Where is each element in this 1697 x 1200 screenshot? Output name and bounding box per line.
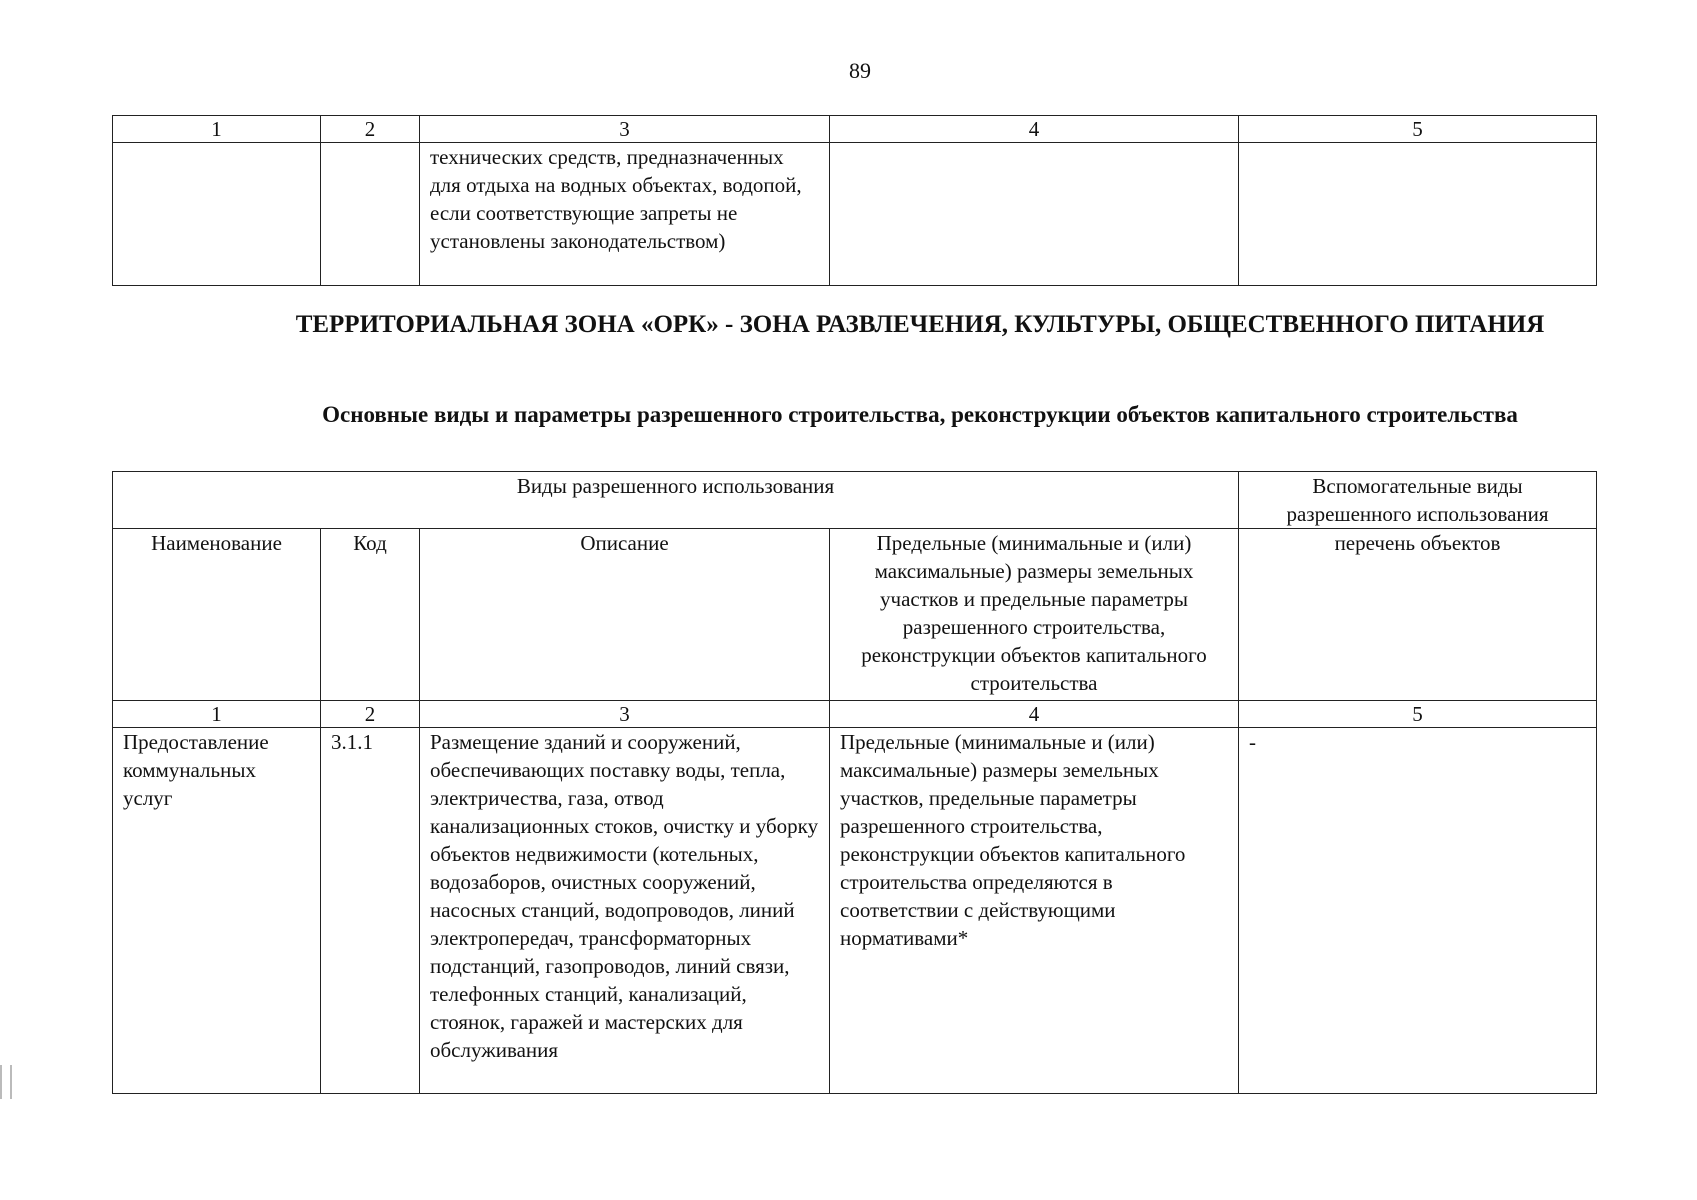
- cell-limits: Предельные (минимальные и (или) максимальные) размеры земельных участков, предельные параметры разрешенного строительства, реконструкции объектов капитального строительства определяются в соответствии с действующими нормативами*: [830, 728, 1239, 1094]
- column-number: 4: [830, 701, 1239, 728]
- column-number-row: [113, 701, 1597, 728]
- cell-name: [113, 143, 321, 286]
- cell-name: Предоставление коммунальных услуг: [113, 728, 321, 1094]
- cell-auxiliary: [1239, 143, 1597, 286]
- table-row: [113, 728, 1597, 1094]
- column-number: 3: [420, 701, 830, 728]
- section-title: Основные виды и параметры разрешенного строительства, реконструкции объектов капитального строительства: [322, 402, 1518, 427]
- cell-description: Размещение зданий и сооружений, обеспечивающих поставку воды, тепла, электричества, газа, отвод канализационных стоков, очистку и уборку объектов недвижимости (котельных, водозаборов, очистных сооружений, насосных станций, водопроводов, линий электропередач, трансформаторных подстанций, газопроводов, линий связи, телефонных станций, канализаций, стоянок, гаражей и мастерских для обслуживания: [420, 728, 830, 1094]
- cell-code: [321, 143, 420, 286]
- column-number: 4: [830, 116, 1239, 143]
- group-header-row: [113, 472, 1597, 529]
- cell-description: технических средств, предназначенных для отдыха на водных объектах, водопой, если соответствующие запреты не установлены законодательством): [420, 143, 830, 286]
- column-number: 2: [321, 116, 420, 143]
- column-number: 1: [113, 116, 321, 143]
- column-number: 1: [113, 701, 321, 728]
- scan-edge-mark: [0, 1065, 12, 1099]
- column-number: 5: [1239, 116, 1597, 143]
- permitted-use-table: [112, 471, 1597, 1094]
- zone-title: ТЕРРИТОРИАЛЬНАЯ ЗОНА «ОРК» - ЗОНА РАЗВЛЕЧЕНИЯ, КУЛЬТУРЫ, ОБЩЕСТВЕННОГО ПИТАНИЯ: [295, 311, 1545, 338]
- column-number: 2: [321, 701, 420, 728]
- header-aux: перечень объектов: [1239, 529, 1597, 701]
- column-header-row: [113, 529, 1597, 701]
- column-number: 5: [1239, 701, 1597, 728]
- page-number: 89: [849, 58, 871, 83]
- cell-aux: -: [1239, 728, 1597, 1094]
- column-number-row: [113, 116, 1597, 143]
- group-header-main: Виды разрешенного использования: [113, 472, 1239, 529]
- cell-code: 3.1.1: [321, 728, 420, 1094]
- header-code: Код: [321, 529, 420, 701]
- table-row: [113, 143, 1597, 286]
- header-description: Описание: [420, 529, 830, 701]
- column-number: 3: [420, 116, 830, 143]
- header-name: Наименование: [113, 529, 321, 701]
- cell-limits: [830, 143, 1239, 286]
- header-limits: Предельные (минимальные и (или) максимальные) размеры земельных участков и предельные параметры разрешенного строительства, реконструкции объектов капитального строительства: [830, 529, 1239, 701]
- group-header-aux: Вспомогательные виды разрешенного использования: [1239, 472, 1597, 529]
- continued-table: [112, 115, 1597, 286]
